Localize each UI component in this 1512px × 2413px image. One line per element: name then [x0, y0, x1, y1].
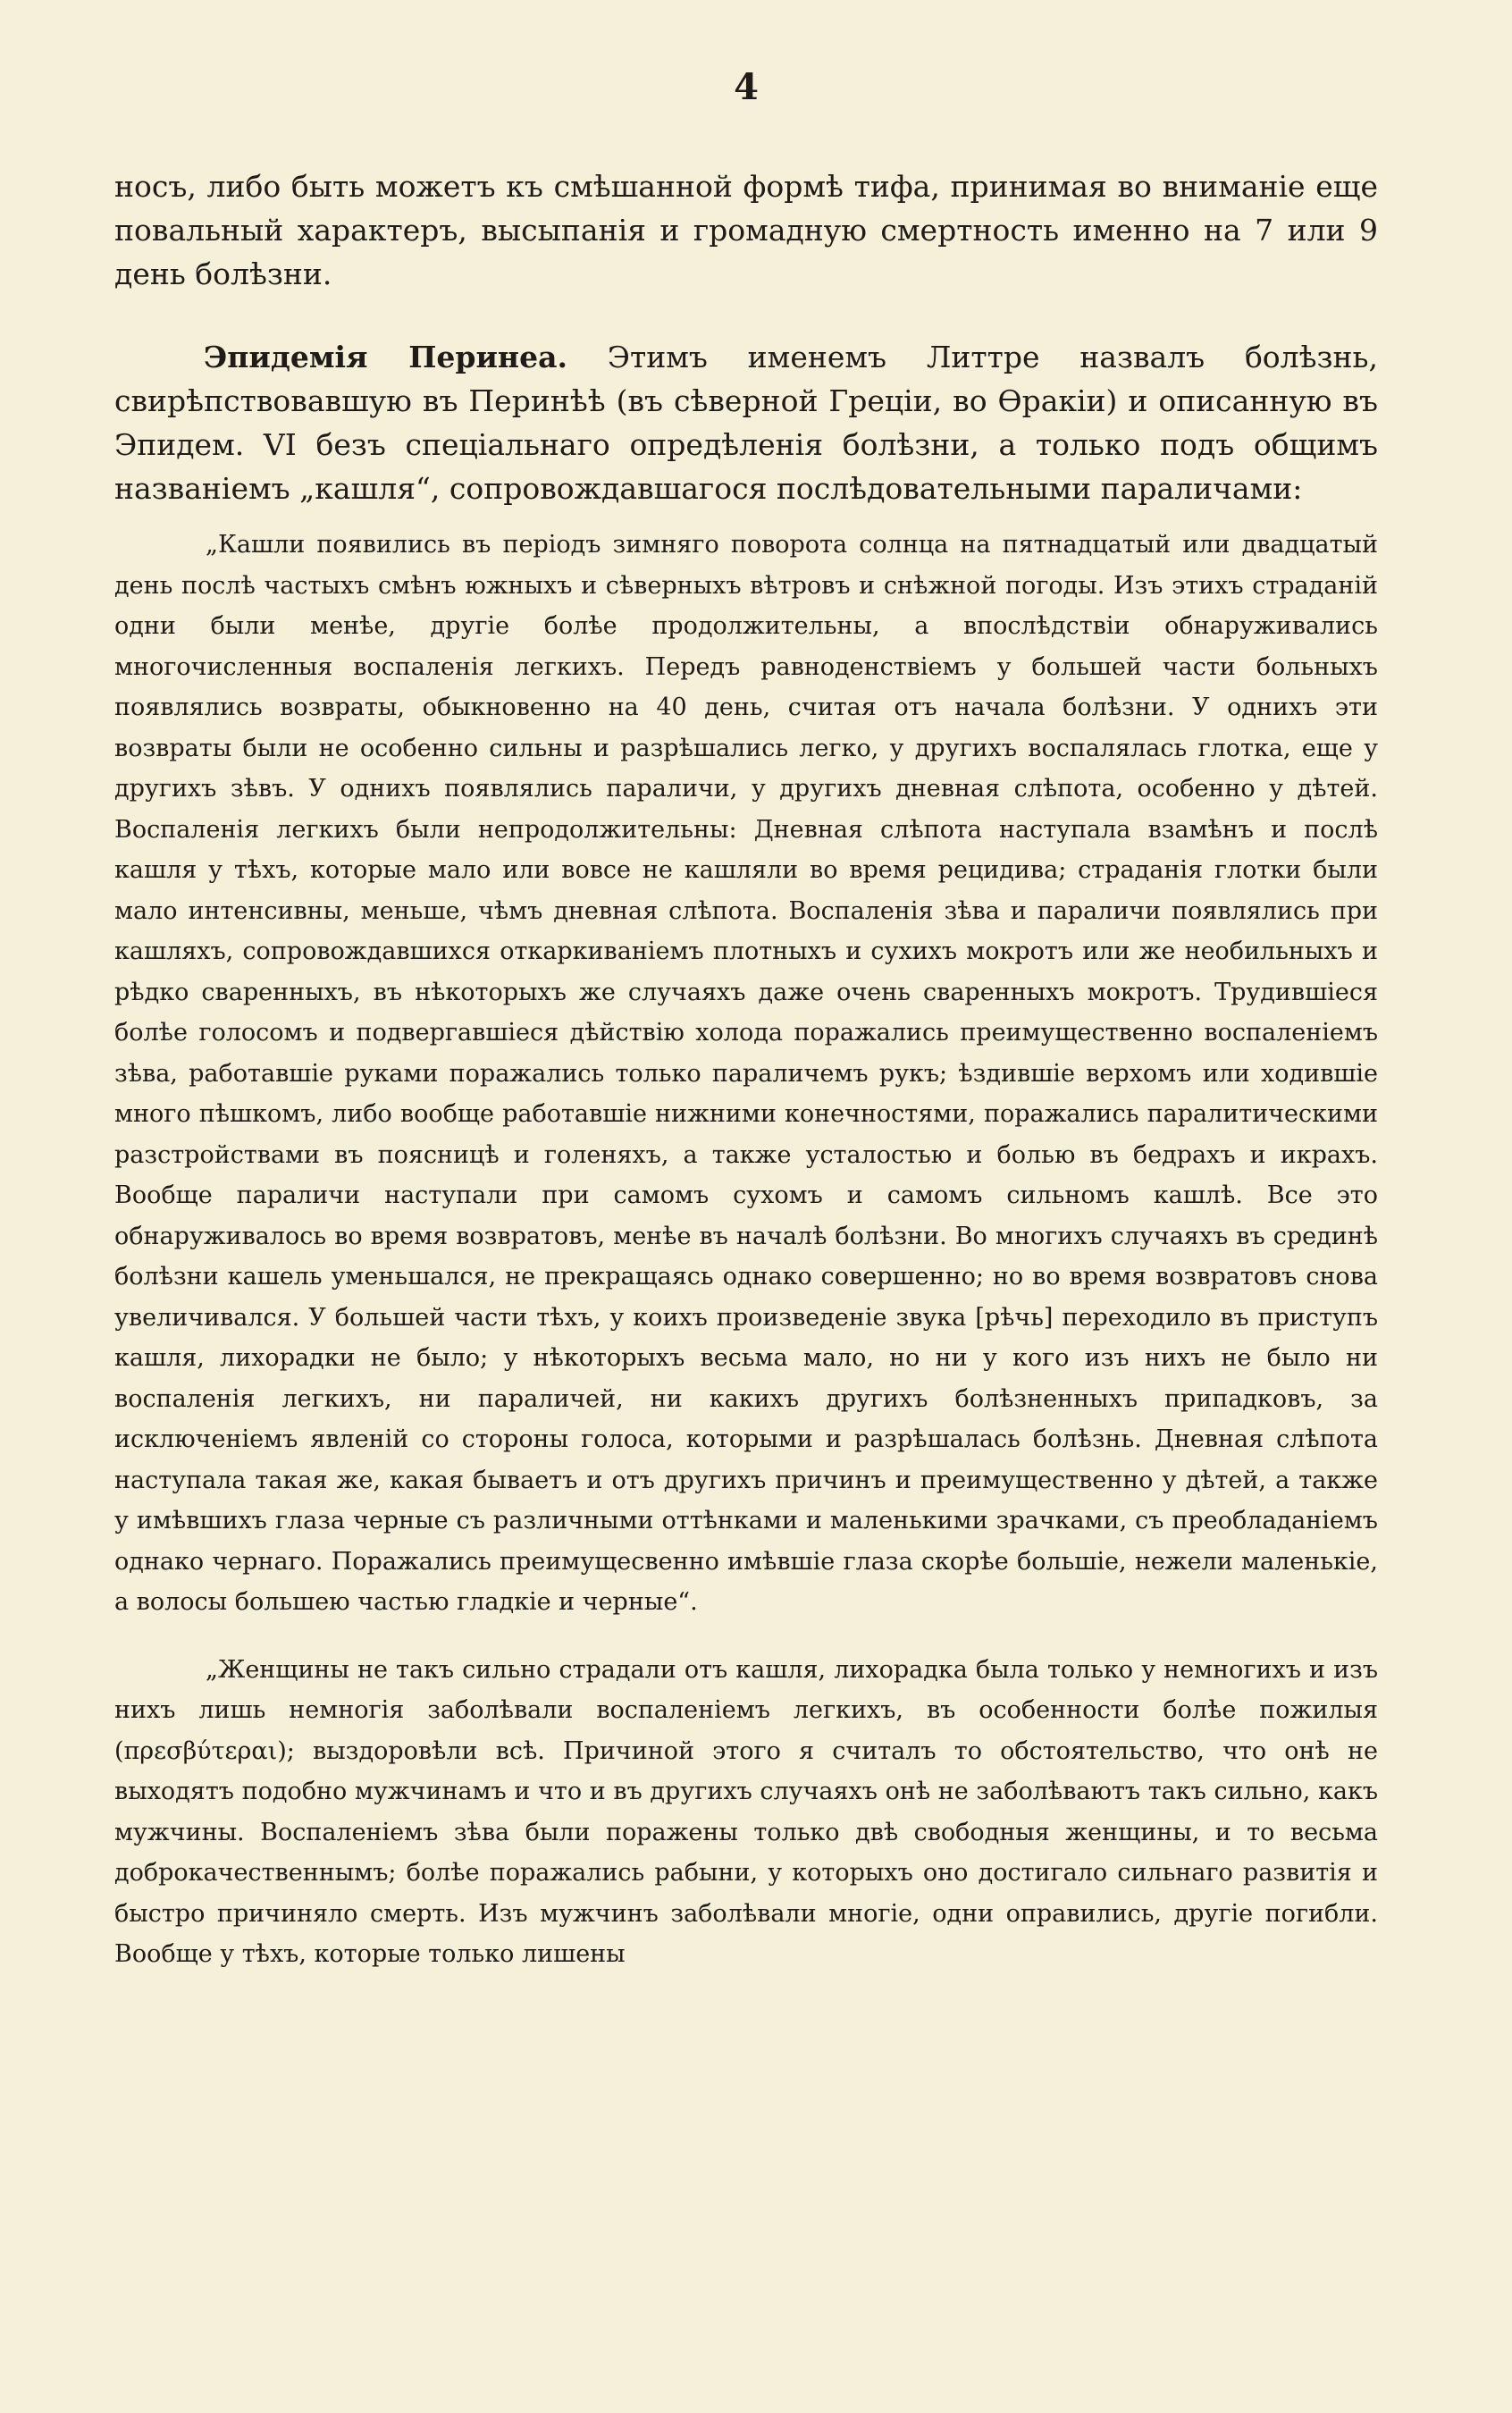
epidemic-body: Этимъ именемъ Литтре назвалъ болѣзнь, свирѣпствовавшую въ Перинѣѣ (въ сѣверной Греціи, во Ѳракіи) и описанную въ Эпидем. VI безъ спеціальнаго опредѣленія болѣзни, а только подъ общимъ названіемъ „кашля“, сопровождавшагося послѣдовательными параличами: — [114, 340, 1378, 506]
continuation-paragraph: носъ, либо быть можетъ къ смѣшанной формѣ тифа, принимая во вниманіе еще повальный характеръ, высыпанія и громадную смертность именно на 7 или 9 день болѣзни. — [114, 169, 1378, 291]
epidemic-paragraph — [114, 335, 1378, 510]
epidemic-heading: Эпидемія Перинеа. — [204, 340, 567, 374]
page-number: 4 — [734, 66, 759, 108]
quote-paragraph-2: „Женщины не такъ сильно страдали отъ кашля, лихорадка была только у немногихъ и изъ нихъ лишь немногія заболѣвали воспаленіемъ легкихъ, въ особенности болѣе пожилыя (πρεσβύτεραι); выздоровѣли всѣ. Причиной этого я считалъ то обстоятельство, что онѣ не выходятъ подобно мужчинамъ и что и въ другихъ случаяхъ онѣ не заболѣваютъ такъ сильно, какъ мужчины. Воспаленіемъ зѣва были поражены только двѣ свободныя женщины, и то весьма доброкачественнымъ; болѣе поражались рабыни, у которыхъ оно достигало сильнаго развитія и быстро причиняло смерть. Изъ мужчинъ заболѣвали многіе, одни оправились, другіе погибли. Вообще у тѣхъ, которые только лишены — [114, 1655, 1378, 1968]
quote-paragraph-1: „Кашли появились въ періодъ зимняго поворота солнца на пятнадцатый или двадцатый день послѣ частыхъ смѣнъ южныхъ и сѣверныхъ вѣтровъ и снѣжной погоды. Изъ этихъ страданій одни были менѣе, другіе болѣе продолжительны, а впослѣдствіи обнаруживались многочисленныя воспаленія легкихъ. Передъ равноденствіемъ у большей части больныхъ появлялись возвраты, обыкновенно на 40 день, считая отъ начала болѣзни. У однихъ эти возвраты были не особенно сильны и разрѣшались легко, у другихъ воспалялась глотка, еще у другихъ зѣвъ. У однихъ появлялись параличи, у другихъ дневная слѣпота, особенно у дѣтей. Воспаленія легкихъ были непродолжительны: Дневная слѣпота наступала взамѣнъ и послѣ кашля у тѣхъ, которые мало или вовсе не кашляли во время рецидива; страданія глотки были мало интенсивны, меньше, чѣмъ дневная слѣпота. Воспаленія зѣва и параличи появлялись при кашляхъ, сопровождавшихся откаркиваніемъ плотныхъ и сухихъ мокротъ или же необильныхъ и рѣдко свaренныхъ, въ нѣкоторыхъ же случаяхъ даже очень сваренныхъ мокротъ. Трудившіеся болѣе голосомъ и подвергавшіеся дѣйствію холода поражались преимущественно воспаленіемъ зѣва, работавшіе руками поражались только параличемъ рукъ; ѣздившіе верхомъ или ходившіе много пѣшкомъ, либо вообще работавшіе нижними конечностями, поражались паралитическими разстройствами въ поясницѣ и голеняхъ, а также усталостью и болью въ бедрахъ и икрахъ. Вообще параличи наступали при самомъ сухомъ и самомъ сильномъ кашлѣ. Все это обнаруживалось во время возвратовъ, менѣе въ началѣ болѣзни. Во многихъ случаяхъ въ срединѣ болѣзни кашель уменьшался, не прекращаясь однако совершенно; но во время возвратовъ снова увеличивался. У большей части тѣхъ, у коихъ произведеніе звука [рѣчь] переходило въ приступъ кашля, лихорадки не было; у нѣкоторыхъ весьма мало, но ни у кого изъ нихъ не было ни воспаленія легкихъ, ни параличей, ни какихъ другихъ болѣзненныхъ припадковъ, за исключеніемъ явленій со стороны голоса, которыми и разрѣшалась болѣзнь. Дневная слѣпота наступала такая же, какая бываетъ и отъ другихъ причинъ и преимущественно у дѣтей, а также у имѣвшихъ глаза черные съ различными оттѣнками и маленькими зрачками, съ преобладаніемъ однако чернаго. Поражались преимущесвенно имѣвшіе глаза скорѣе большіе, нежели маленькіе, а волосы большею частью гладкіе и черные“. — [114, 531, 1378, 1616]
